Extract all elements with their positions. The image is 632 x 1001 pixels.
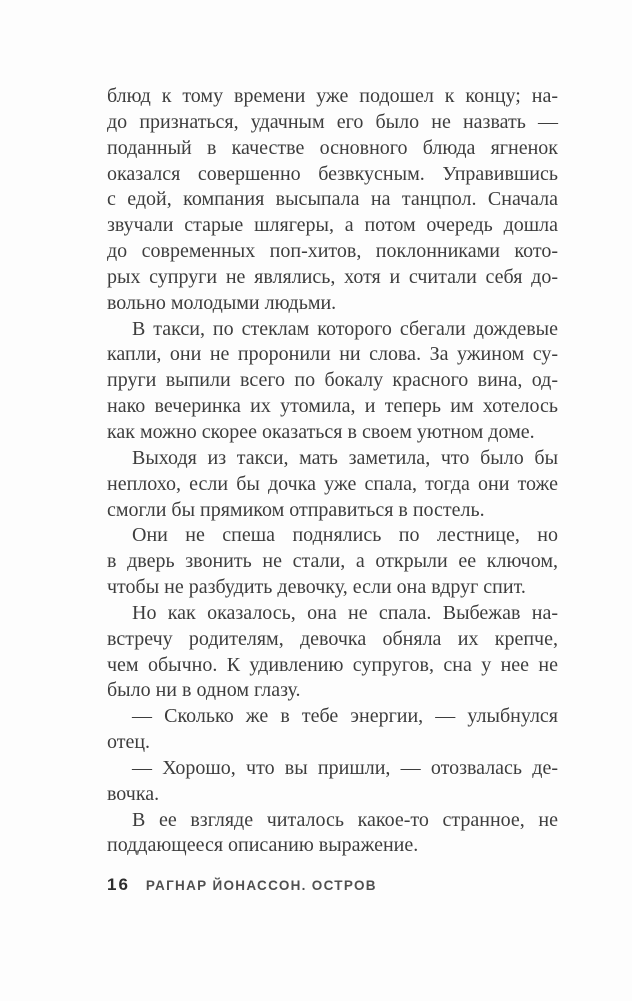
text-line: рых супруги не являлись, хотя и считали себя до- (107, 265, 558, 288)
text-line: В ее взгляде читалось какое-то странное, не (132, 808, 558, 831)
page-footer (107, 875, 377, 895)
paragraph (107, 317, 558, 446)
paragraph (107, 756, 558, 808)
running-title: РАГНАР ЙОНАССОН. ОСТРОВ (145, 878, 377, 893)
text-block (107, 84, 558, 859)
paragraph (107, 704, 558, 756)
text-line: поданный в качестве основного блюда ягненок (107, 136, 558, 159)
text-line: чем обычно. К удивлению супругов, сна у нее не (107, 653, 558, 676)
text-line: Но как оказалось, она не спала. Выбежав на- (132, 601, 558, 624)
text-line: встречу родителям, девочка обняла их крепче, (107, 627, 558, 650)
text-line: вочка. (107, 782, 160, 805)
paragraph (107, 808, 558, 860)
text-line: капли, они не проронили ни слова. За ужином су- (107, 343, 558, 366)
text-line: как можно скорее оказаться в своем уютном доме. (107, 420, 535, 443)
text-line: — Хорошо, что вы пришли, — отозвалась де- (132, 756, 558, 779)
text-line: неплохо, если бы дочка уже спала, тогда они тоже (107, 472, 558, 495)
text-line: звучали старые шлягеры, а потом очередь дошла (107, 214, 558, 237)
paragraph (107, 84, 558, 317)
paragraph (107, 601, 558, 704)
text-line: поддающееся описанию выражение. (107, 834, 419, 857)
text-line: до признаться, удачным его было не назвать — (107, 110, 558, 133)
text-line: — Сколько же в тебе энергии, — улыбнулся (132, 705, 558, 728)
text-line: отец. (107, 731, 151, 754)
text-line: пруги выпили всего по бокалу красного вина, од- (107, 369, 558, 392)
text-line: смогли бы прямиком отправиться в постель. (107, 498, 485, 521)
text-line: блюд к тому времени уже подошел к концу; на- (107, 85, 558, 107)
paragraph (107, 523, 558, 601)
text-line: в дверь звонить не стали, а открыли ее ключом, (107, 550, 558, 573)
text-line: оказался совершенно безвкусным. Управившись (107, 162, 558, 185)
text-line: Выходя из такси, мать заметила, что было бы (132, 446, 558, 469)
text-line: вольно молодыми людьми. (107, 291, 337, 314)
text-line: нако вечеринка их утомила, и теперь им хотелось (107, 395, 558, 418)
text-line: с едой, компания высыпала на танцпол. Сначала (107, 188, 558, 211)
text-line: Они не спеша поднялись по лестнице, но (132, 524, 558, 547)
text-line: В такси, по стеклам которого сбегали дождевые (132, 317, 558, 340)
text-line: до современных поп-хитов, поклонниками кото- (107, 240, 558, 263)
page-number: 16 (107, 875, 130, 894)
paragraph (107, 446, 558, 524)
text-line: чтобы не разбудить девочку, если она вдруг спит. (107, 576, 526, 599)
text-line: было ни в одном глазу. (107, 679, 301, 702)
